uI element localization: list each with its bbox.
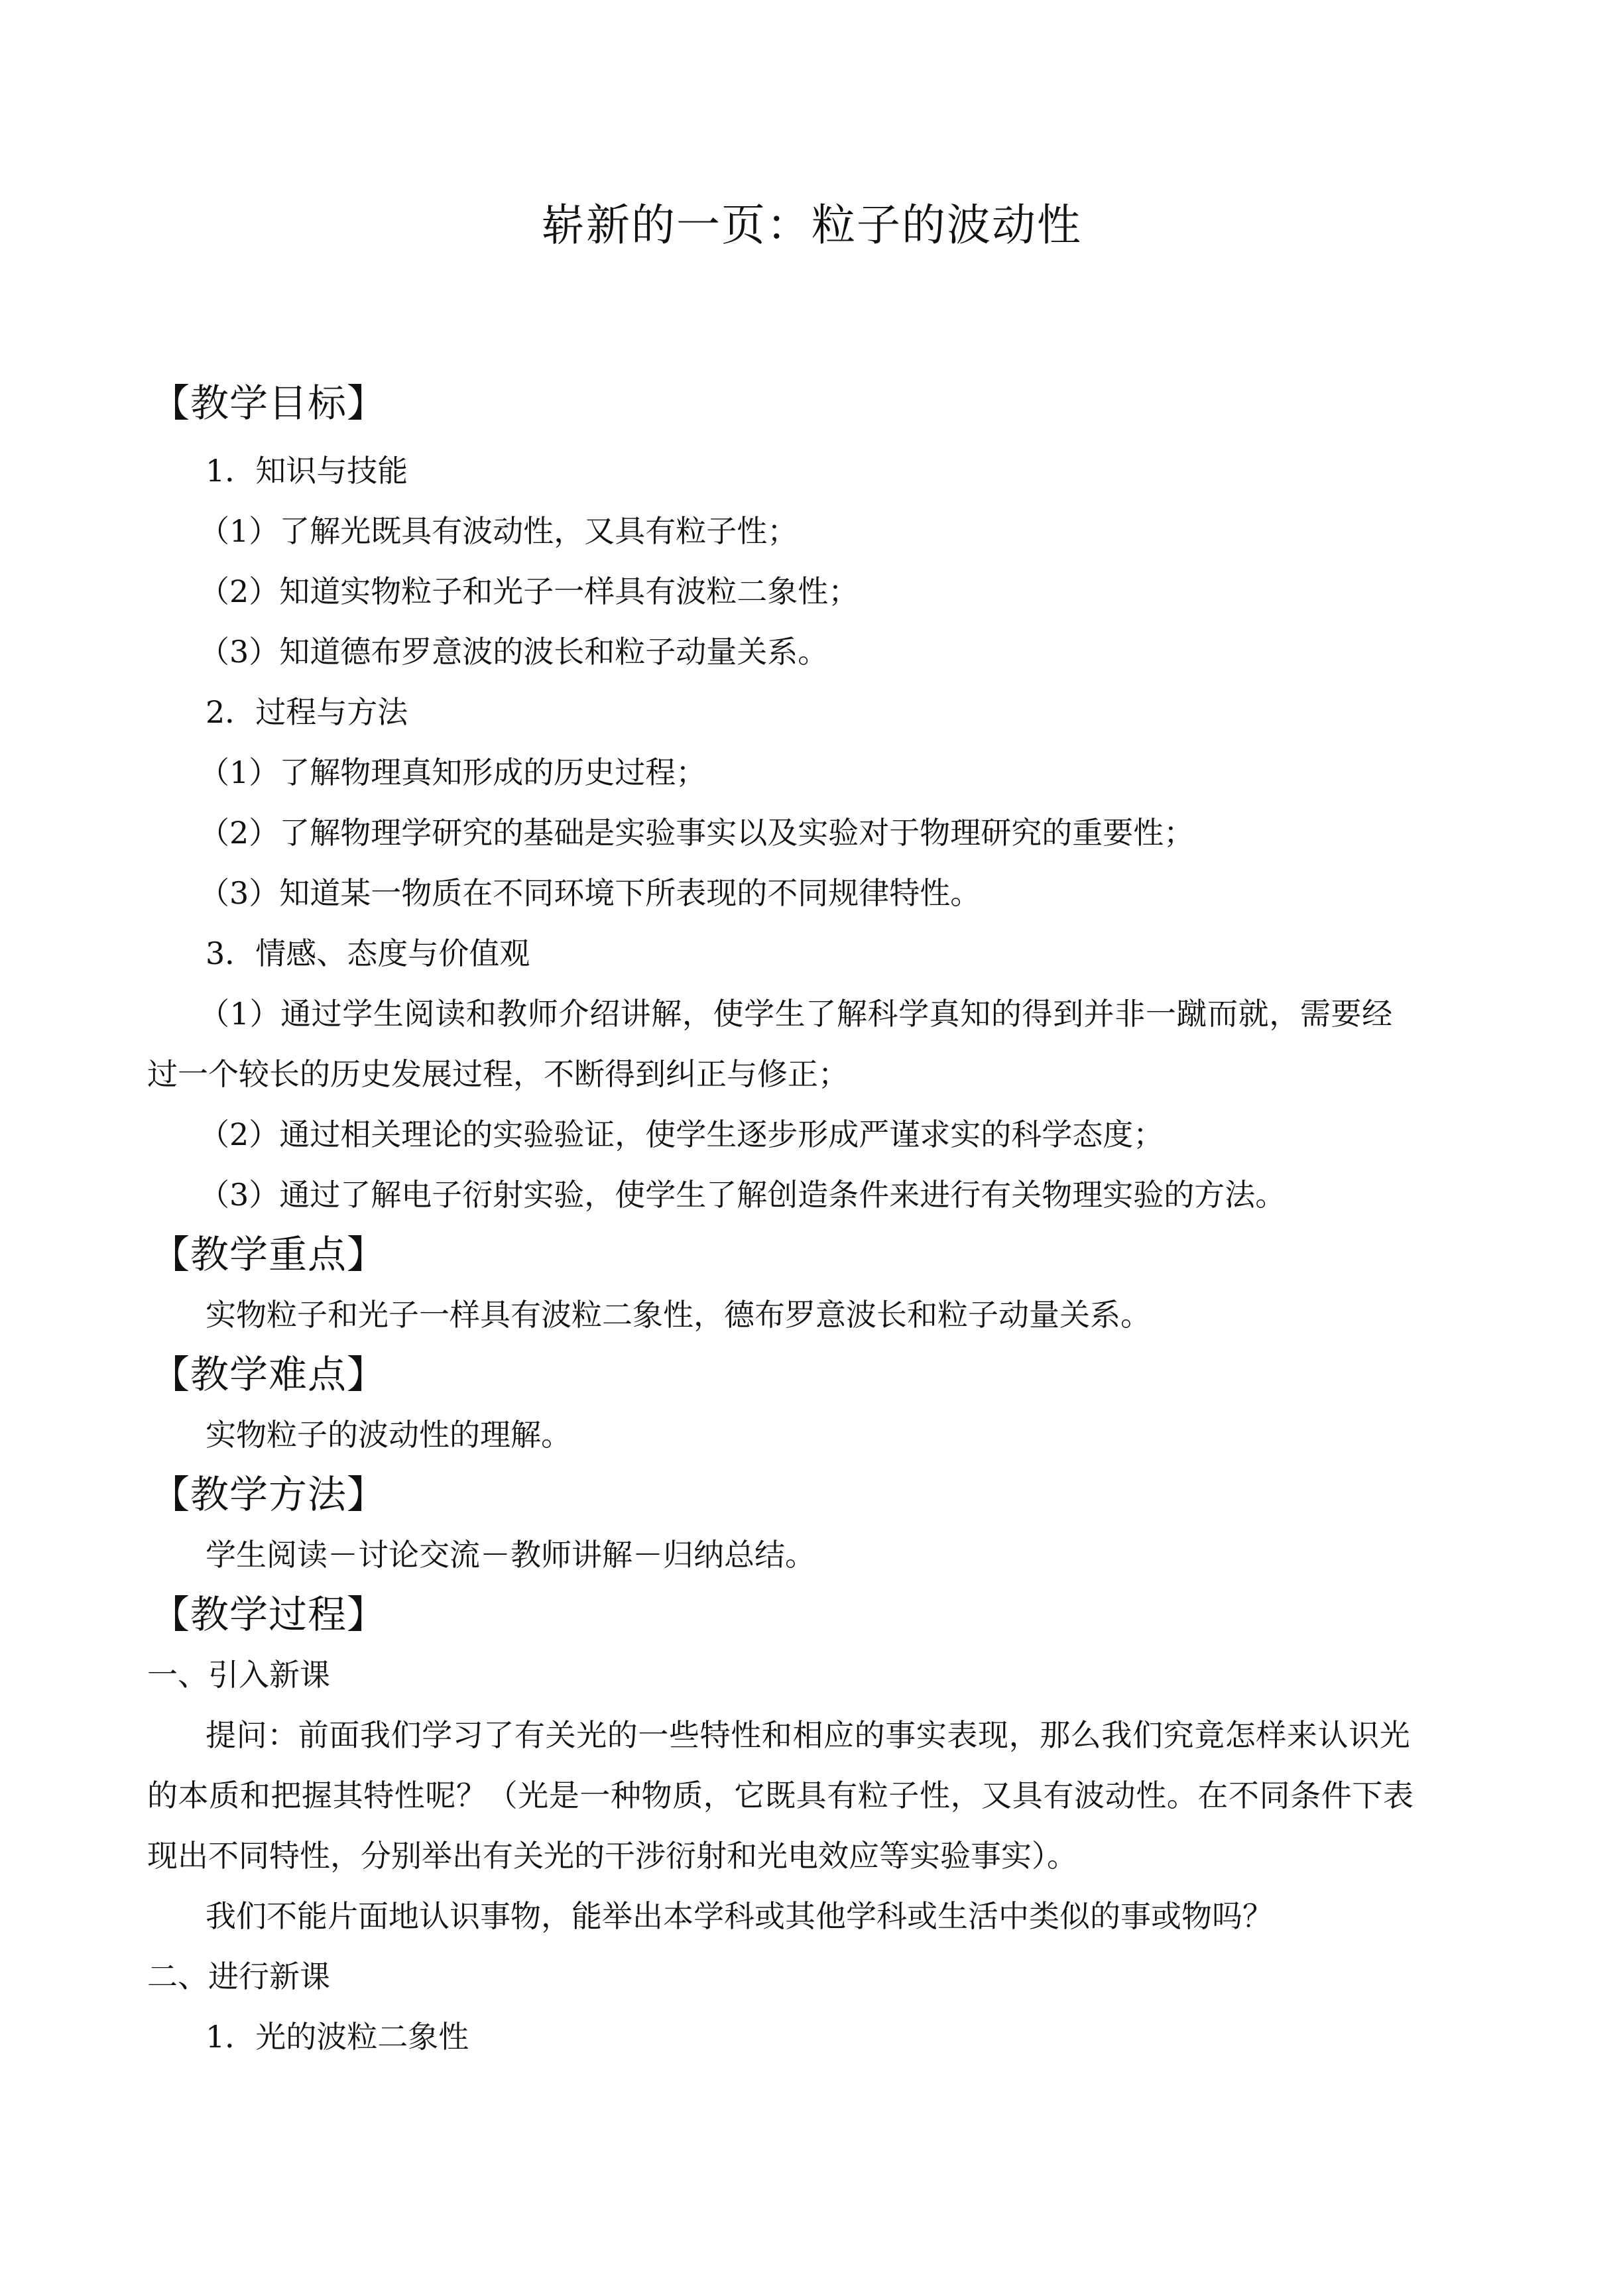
objectives-sub2-item-1: （1）了解物理真知形成的历史过程； [199,755,707,790]
process-part1-paragraph-1-line-3: 现出不同特性，分别举出有关光的干涉衍射和光电效应等实验事实）。 [147,1838,1077,1874]
difficulties-text: 实物粒子的波动性的理解。 [206,1417,571,1453]
process-part2-sub1: 1．光的波粒二象性 [206,2019,469,2055]
document-title: 崭新的一页：粒子的波动性 [541,200,1082,251]
process-part1-paragraph-2: 我们不能片面地认识事物，能举出本学科或其他学科或生活中类似的事或物吗？ [206,1898,1273,1934]
process-part1-title: 一、引入新课 [147,1657,330,1693]
objectives-sub3-item-2: （2）通过相关理论的实验验证，使学生逐步形成严谨求实的科学态度； [199,1117,1164,1152]
objectives-sub3-item-3: （3）通过了解电子衍射实验，使学生了解创造条件来进行有关物理实验的方法。 [199,1177,1286,1213]
process-part2-title: 二、进行新课 [147,1959,330,1994]
objectives-sub3-item-1-line-2: 过一个较长的历史发展过程，不断得到纠正与修正； [147,1056,849,1092]
objectives-sub1-item-3: （3）知道德布罗意波的波长和粒子动量关系。 [199,634,829,670]
objectives-sub1: 1．知识与技能 [206,453,408,489]
objectives-sub3: 3．情感、态度与价值观 [206,936,530,971]
objectives-sub2-item-2: （2）了解物理学研究的基础是实验事实以及实验对于物理研究的重要性； [199,815,1195,851]
methods-heading: 【教学方法】 [151,1472,387,1517]
process-heading: 【教学过程】 [151,1592,387,1637]
objectives-sub2-item-3: （3）知道某一物质在不同环境下所表现的不同规律特性。 [199,875,981,911]
objectives-heading: 【教学目标】 [151,381,387,426]
objectives-sub1-item-2: （2）知道实物粒子和光子一样具有波粒二象性； [199,574,859,609]
objectives-sub2: 2．过程与方法 [206,694,408,730]
difficulties-heading: 【教学难点】 [151,1352,387,1397]
process-part1-paragraph-1-line-1: 提问：前面我们学习了有关光的一些特性和相应的事实表现，那么我们究竟怎样来认识光 [206,1717,1411,1753]
key-points-text: 实物粒子和光子一样具有波粒二象性，德布罗意波长和粒子动量关系。 [206,1297,1151,1333]
objectives-sub3-item-1-line-1: （1）通过学生阅读和教师介绍讲解，使学生了解科学真知的得到并非一蹴而就，需要经 [199,996,1393,1032]
methods-text: 学生阅读－讨论交流－教师讲解－归纳总结。 [206,1537,815,1573]
key-points-heading: 【教学重点】 [151,1232,387,1277]
objectives-sub1-item-1: （1）了解光既具有波动性，又具有粒子性； [199,513,798,549]
process-part1-paragraph-1-line-2: 的本质和把握其特性呢？（光是一种物质，它既具有粒子性，又具有波动性。在不同条件下表 [147,1778,1414,1813]
